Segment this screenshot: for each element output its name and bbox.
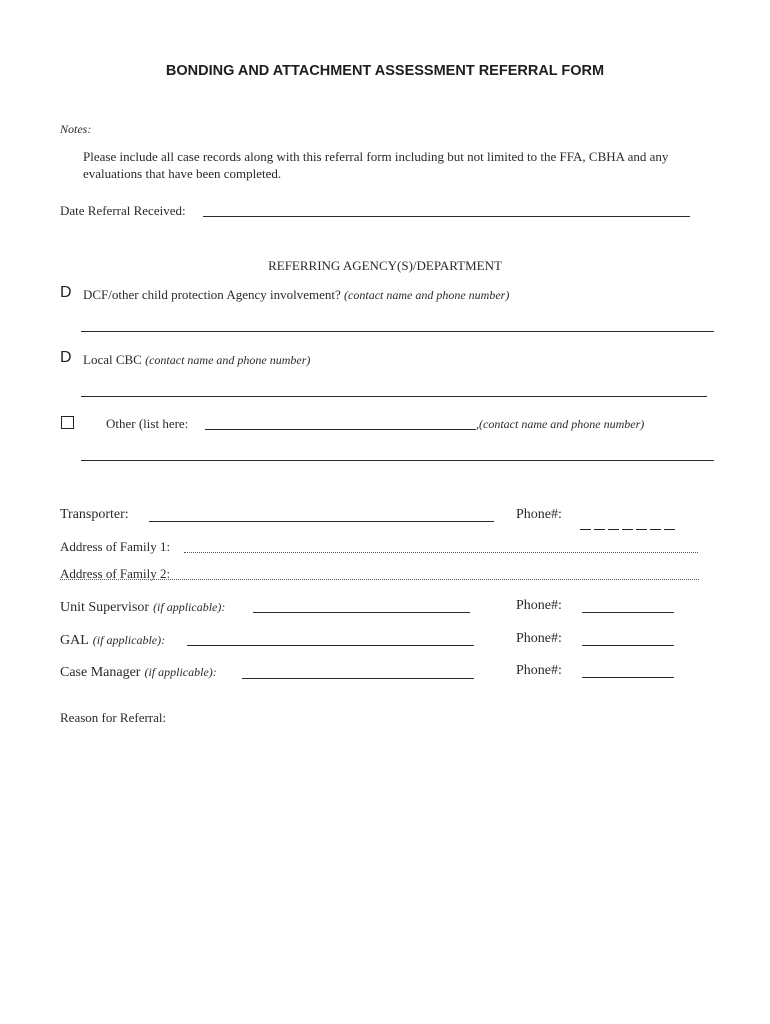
- dcf-contact-field[interactable]: [81, 331, 714, 332]
- unit-supervisor-label: Unit Supervisor (if applicable):: [60, 600, 226, 615]
- cbc-marker[interactable]: D: [60, 349, 72, 366]
- other-checkbox[interactable]: [61, 416, 74, 429]
- gal-label: GAL (if applicable):: [60, 633, 166, 648]
- dcf-marker[interactable]: D: [60, 284, 72, 301]
- form-title: BONDING AND ATTACHMENT ASSESSMENT REFERRAL FORM: [165, 63, 605, 79]
- other-list-field[interactable]: [205, 429, 476, 430]
- gal-field[interactable]: [187, 645, 474, 646]
- reason-field[interactable]: [60, 730, 710, 990]
- date-referral-label: Date Referral Received:: [60, 203, 186, 218]
- reason-label: Reason for Referral:: [60, 710, 167, 725]
- gal-hint: (if applicable):: [92, 633, 166, 647]
- cbc-label: Local CBC (contact name and phone number): [83, 352, 311, 367]
- transporter-phone-field[interactable]: [580, 514, 678, 532]
- address2-field[interactable]: [60, 579, 699, 580]
- case-manager-label: Case Manager (if applicable):: [60, 665, 217, 680]
- transporter-field[interactable]: [149, 521, 494, 522]
- cbc-contact-field[interactable]: [81, 396, 707, 397]
- case-manager-hint: (if applicable):: [144, 665, 217, 679]
- address1-label: Address of Family 1:: [60, 539, 171, 554]
- transporter-phone-label: Phone#:: [516, 507, 562, 522]
- gal-phone-label: Phone#:: [516, 631, 562, 646]
- address2-label: Address of Family 2:: [60, 566, 171, 581]
- gal-phone-field[interactable]: [582, 645, 674, 646]
- address1-field[interactable]: [184, 552, 698, 553]
- other-contact-field[interactable]: [81, 460, 714, 461]
- case-manager-phone-field[interactable]: [582, 677, 674, 678]
- referring-heading: REFERRING AGENCY(S)/DEPARTMENT: [268, 258, 502, 273]
- unit-supervisor-phone-label: Phone#:: [516, 598, 562, 613]
- transporter-label: Transporter:: [60, 507, 129, 522]
- other-label: Other (list here:: [106, 416, 189, 431]
- case-manager-field[interactable]: [242, 678, 474, 679]
- date-referral-field[interactable]: [203, 216, 690, 217]
- cbc-hint: (contact name and phone number): [145, 353, 311, 367]
- unit-supervisor-field[interactable]: [253, 612, 470, 613]
- unit-supervisor-phone-field[interactable]: [582, 612, 674, 613]
- dcf-hint: (contact name and phone number): [344, 288, 510, 302]
- unit-supervisor-hint: (if applicable):: [153, 600, 226, 614]
- other-hint: ,(contact name and phone number): [476, 417, 645, 431]
- notes-label: Notes:: [60, 122, 92, 136]
- notes-text: Please include all case records along with this referral form including but not limited to the FFA, CBHA and any evaluations that have been completed.: [83, 149, 669, 181]
- case-manager-phone-label: Phone#:: [516, 663, 562, 678]
- dcf-label: DCF/other child protection Agency involvement? (contact name and phone number): [83, 287, 510, 302]
